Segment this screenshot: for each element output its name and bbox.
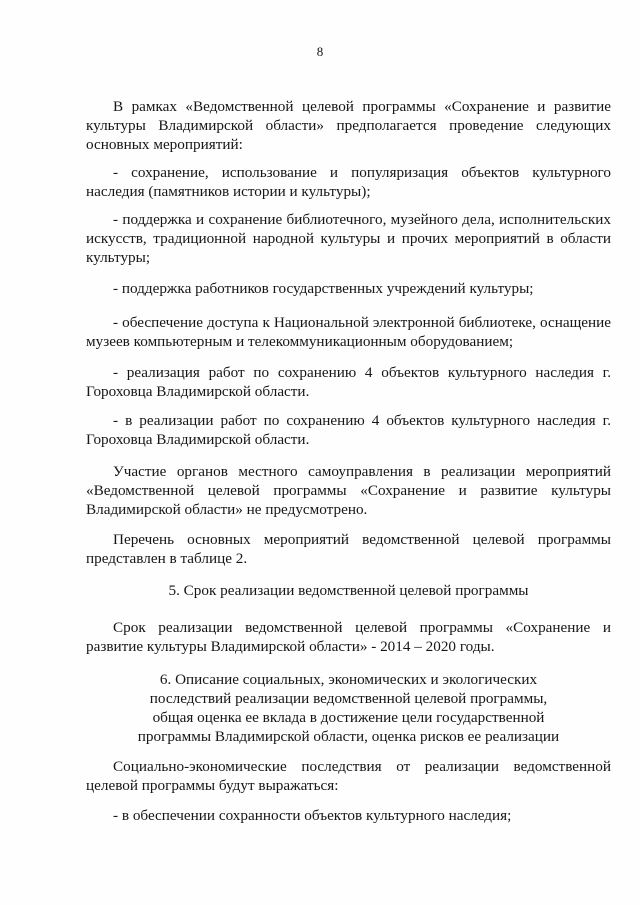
list-item: - в реализации работ по сохранению 4 объектов культурного наследия г. Гороховца Владимирской области. (86, 412, 611, 448)
list-item: - обеспечение доступа к Национальной электронной библиотеке, оснащение музеев компьютерным и телекоммуникационным оборудованием; (86, 314, 611, 350)
list-item: - сохранение, использование и популяризация объектов культурного наследия (памятников истории и культуры); (86, 164, 611, 200)
section-6-heading-line: общая оценка ее вклада в достижение цели государственной (152, 709, 545, 726)
list-item: - поддержка работников государственных учреждений культуры; (113, 280, 534, 297)
intro-paragraph: В рамках «Ведомственной целевой программы «Сохранение и развитие культуры Владимирской области» предполагается проведение следующих основных мероприятий: (86, 98, 611, 153)
list-item: - реализация работ по сохранению 4 объектов культурного наследия г. Гороховца Владимирской области. (86, 364, 611, 400)
section-6-heading-line: 6. Описание социальных, экономических и экологических (159, 671, 538, 688)
section-6-heading-line: программы Владимирской области, оценка рисков ее реализации (137, 728, 560, 745)
list-reference-paragraph: Перечень основных мероприятий ведомственной целевой программы представлен в таблице 2. (86, 531, 611, 567)
participation-paragraph: Участие органов местного самоуправления в реализации мероприятий «Ведомственной целевой программы «Сохранение и развитие культуры Владимирской области» не предусмотрено. (86, 463, 611, 518)
list-item: - поддержка и сохранение библиотечного, музейного дела, исполнительских искусств, традиционной народной культуры и прочих мероприятий в области культуры; (86, 211, 611, 266)
section-6-paragraph: Социально-экономические последствия от реализации ведомственной целевой программы будут выражаться: (86, 758, 611, 794)
page-number: 8 (316, 44, 324, 59)
section-5-heading: 5. Срок реализации ведомственной целевой программы (168, 582, 529, 599)
list-item: - в обеспечении сохранности объектов культурного наследия; (113, 807, 512, 824)
section-6-heading-line: последствий реализации ведомственной целевой программы, (149, 690, 548, 707)
section-5-paragraph: Срок реализации ведомственной целевой программы «Сохранение и развитие культуры Владимирской области» - 2014 – 2020 годы. (86, 619, 611, 655)
section-6-heading (86, 670, 611, 746)
